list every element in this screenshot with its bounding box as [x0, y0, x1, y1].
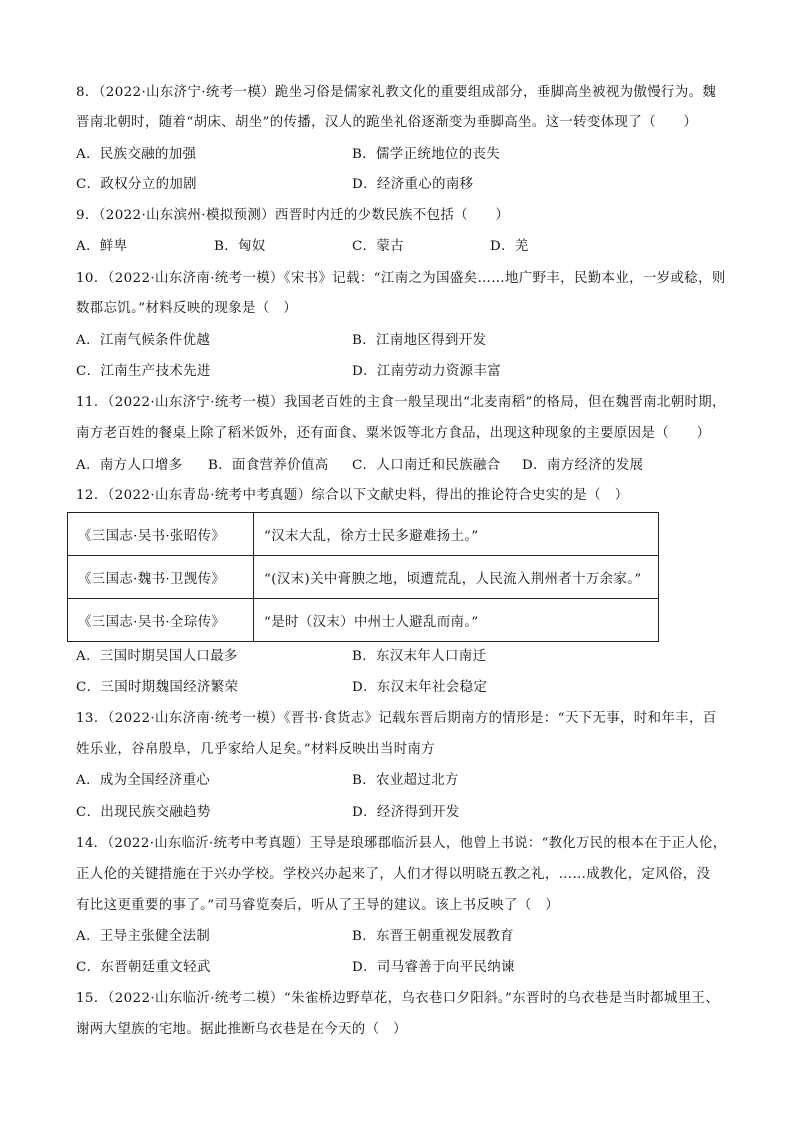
- question-13-option-c: C．出现民族交融趋势: [76, 805, 211, 820]
- table-cell-source: 《三国志·吴书·全琮传》: [68, 599, 254, 642]
- question-8-option-b: B．儒学正统地位的丧失: [352, 147, 501, 162]
- question-13-option-d: D．经济得到开发: [352, 805, 460, 820]
- question-10-line-1: 10．（2022·山东济南·统考一模）《宋书》记载：“江南之为国盛矣……地广野丰，民勤本业，一岁或稔，则: [76, 271, 726, 286]
- question-14-option-b: B．东晋王朝重视发展教育: [352, 929, 514, 944]
- question-11-option-d: D．南方经济的发展: [522, 458, 644, 473]
- question-9-option-b: B．匈奴: [214, 239, 266, 254]
- question-14-line-1: 14．（2022·山东临沂·统考中考真题）王导是琅琊郡临沂县人，他曾上书说：“教化万民的根本在于正人伦，: [76, 836, 727, 851]
- question-13-line-1: 13．（2022·山东济南·统考一模）《晋书·食货志》记载东晋后期南方的情形是：“天下无事，时和年丰，百: [76, 711, 717, 726]
- question-11-option-b: B．面食营养价值高: [208, 458, 329, 473]
- question-11-option-a: A．南方人口增多: [76, 458, 183, 473]
- question-8-option-d: D．经济重心的南移: [352, 177, 474, 192]
- question-14-option-a: A．王导主张健全法制: [76, 929, 211, 944]
- question-14-line-3: 有比这更重要的事了。”司马睿览奏后，听从了王导的建议。该上书反映了（ ）: [76, 898, 560, 913]
- question-9-option-a: A．鲜卑: [76, 239, 128, 254]
- table-cell-source: 《三国志·吴书·张昭传》: [68, 513, 254, 556]
- question-8-line-2: 晋南北朝时，随着“胡床、胡坐”的传播，汉人的跪坐礼俗逐渐变为垂脚高坐。这一转变体现了（ ）: [76, 115, 698, 130]
- question-13-option-b: B．农业超过北方: [352, 773, 459, 788]
- question-11-line-2: 南方老百姓的餐桌上除了稻米饭外，还有面食、粟米饭等北方食品，出现这种现象的主要原因是（ ）: [76, 426, 711, 441]
- table-row: [68, 513, 659, 556]
- table-row: [68, 599, 659, 642]
- question-9-option-d: D．羌: [490, 239, 529, 254]
- question-12-line-1: 12．（2022·山东青岛·统考中考真题）综合以下文献史料，得出的推论符合史实的是（ ）: [76, 488, 629, 503]
- table-cell-quote: “是时（汉末）中州士人避乱而南。”: [254, 599, 659, 642]
- question-12-option-c: C．三国时期魏国经济繁荣: [76, 680, 239, 695]
- question-10-option-b: B．江南地区得到开发: [352, 333, 487, 348]
- question-12-option-b: B．东汉末年人口南迁: [352, 649, 487, 664]
- question-11-line-1: 11．（2022·山东济宁·统考一模）我国老百姓的主食一般呈现出“北麦南稻”的格局，但在魏晋南北朝时期，: [76, 395, 726, 410]
- question-13-option-a: A．成为全国经济重心: [76, 773, 211, 788]
- table-cell-quote: “汉末大乱，徐方士民多避难扬土。”: [254, 513, 659, 556]
- question-12-option-d: D．东汉末年社会稳定: [352, 680, 488, 695]
- table-cell-source: 《三国志·魏书·卫觊传》: [68, 556, 254, 599]
- question-15-line-1: 15．（2022·山东临沂·统考二模）“朱雀桥边野草花，乌衣巷口夕阳斜。”东晋时的乌衣巷是当时都城里王、: [76, 991, 720, 1006]
- question-10-option-c: C．江南生产技术先进: [76, 364, 211, 379]
- question-13-line-2: 姓乐业，谷帛殷阜，几乎家给人足矣。”材料反映出当时南方: [76, 742, 436, 757]
- question-8-option-c: C．政权分立的加剧: [76, 177, 197, 192]
- question-9-option-c: C．蒙古: [352, 239, 405, 254]
- question-10-option-d: D．江南劳动力资源丰富: [352, 364, 502, 379]
- question-10-line-2: 数郡忘饥。”材料反映的现象是（ ）: [76, 301, 298, 316]
- table-cell-quote: “(汉末)关中膏腴之地，顷遭荒乱，人民流入荆州者十万余家。”: [254, 556, 659, 599]
- table-row: [68, 556, 659, 599]
- question-11-option-c: C．人口南迁和民族融合: [352, 458, 501, 473]
- question-14-line-2: 正人伦的关键措施在于兴办学校。学校兴办起来了，人们才得以明晓五教之礼，……成教化，定风俗，没: [76, 867, 711, 882]
- source-table: [67, 512, 659, 642]
- question-12-option-a: A．三国时期吴国人口最多: [76, 649, 238, 664]
- question-14-option-d: D．司马睿善于向平民纳谏: [352, 960, 515, 975]
- question-9-line-1: 9．（2022·山东滨州·模拟预测）西晋时内迁的少数民族不包括（ ）: [76, 208, 510, 223]
- question-14-option-c: C．东晋朝廷重文轻武: [76, 960, 211, 975]
- question-8-option-a: A．民族交融的加强: [76, 147, 197, 162]
- question-15-line-2: 谢两大望族的宅地。据此推断乌衣巷是在今天的（ ）: [76, 1022, 407, 1037]
- question-8-line-1: 8．（2022·山东济宁·统考一模）跪坐习俗是儒家礼教文化的重要组成部分，垂脚高坐被视为傲慢行为。魏: [76, 85, 717, 100]
- question-10-option-a: A．江南气候条件优越: [76, 333, 211, 348]
